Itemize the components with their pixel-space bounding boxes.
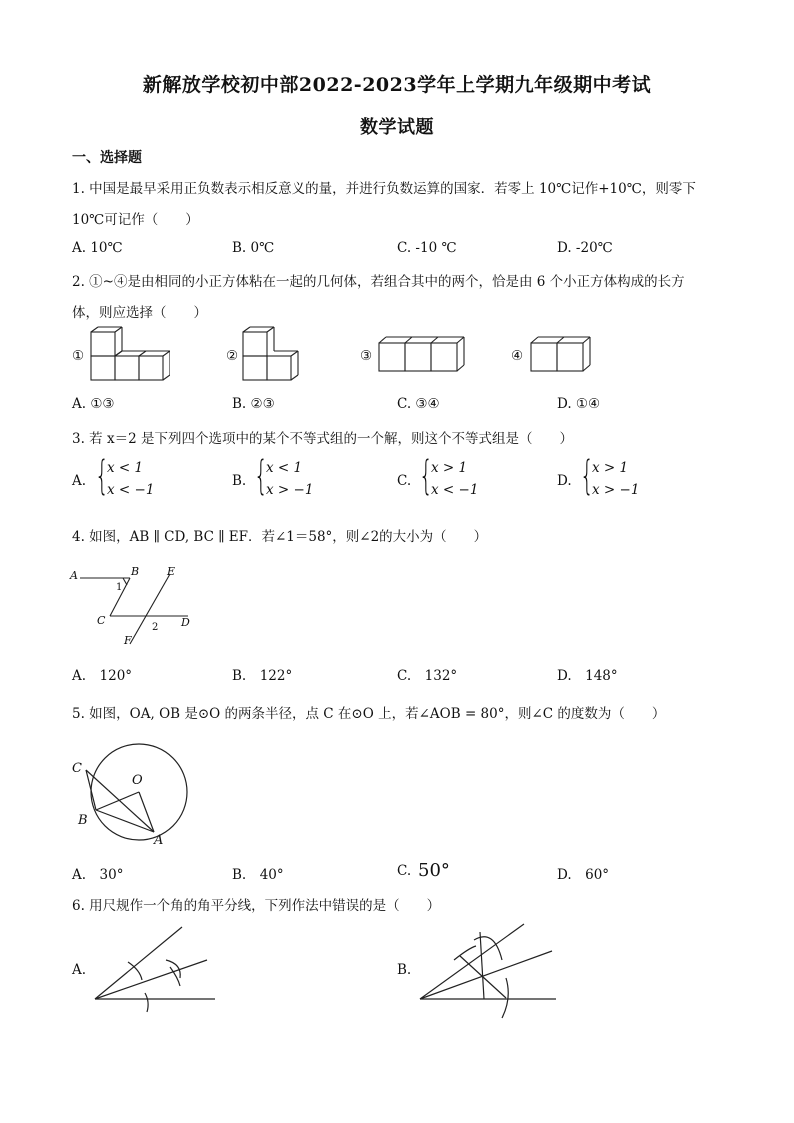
- q5-label-o: O: [132, 773, 143, 788]
- q6-figure-b: [414, 918, 564, 1023]
- q3-text: 3. 若 x＝2 是下列四个选项中的某个不等式组的一个解，则这个不等式组是（ ）: [72, 431, 573, 447]
- q4-label-d: D: [181, 616, 190, 629]
- q4-option-d: D. 148°: [557, 668, 618, 684]
- q5-option-c-value: 50°: [418, 860, 450, 881]
- q4-angle-1: 1: [116, 582, 123, 593]
- q1-option-c: C. -10 ℃: [397, 240, 457, 256]
- brace-icon: {: [419, 453, 433, 499]
- q2-figure-2: [240, 325, 300, 385]
- q1-option-a: A. 10℃: [72, 240, 123, 256]
- q4-label-b: B: [131, 565, 140, 578]
- q2-fig-label-2: ②: [226, 348, 239, 364]
- q1-text-line1: 1. 中国是最早采用正负数表示相反意义的量，并进行负数运算的国家．若零上 10℃记作+10℃，则零下: [72, 181, 696, 197]
- q6-text: 6. 用尺规作一个角的角平分线，下列作法中错误的是（ ）: [72, 898, 441, 914]
- q2-figure-1: [88, 325, 170, 385]
- q1-text-line2: 10℃可记作（ ）: [72, 212, 199, 228]
- q4-option-a: A. 120°: [72, 668, 133, 684]
- q1-option-d: D. -20℃: [557, 240, 613, 256]
- q3-option-a-label: A.: [72, 473, 87, 489]
- q4-label-f: F: [124, 634, 132, 647]
- page-title: 新解放学校初中部2022-2023学年上学期九年级期中考试: [142, 74, 652, 96]
- q4-figure: [68, 562, 198, 650]
- q5-option-d: D. 60°: [557, 867, 610, 883]
- q3-option-d-label: D.: [557, 473, 572, 489]
- section-heading: 一、选择题: [72, 150, 142, 166]
- q5-option-a: A. 30°: [72, 867, 124, 883]
- q2-option-a: A. ①③: [72, 396, 115, 412]
- q2-figure-3: [376, 335, 466, 375]
- q5-option-c-label: C.: [397, 863, 412, 879]
- brace-icon: {: [95, 453, 109, 499]
- brace-icon: {: [580, 453, 594, 499]
- q2-text-line1: 2. ①~④是由相同的小正方体粘在一起的几何体，若组合其中的两个，恰是由 6 个小正方体构成的长方: [72, 274, 685, 290]
- q3-option-c-label: C.: [397, 473, 412, 489]
- q4-label-a: A: [70, 569, 78, 582]
- q1-option-b: B. 0℃: [232, 240, 275, 256]
- q2-fig-label-1: ①: [72, 348, 85, 364]
- q5-label-b: B: [78, 813, 88, 828]
- q2-option-d: D. ①④: [557, 396, 601, 412]
- page-subtitle: 数学试题: [360, 117, 434, 138]
- q6-option-a: A.: [72, 962, 87, 978]
- q4-option-b: B. 122°: [232, 668, 293, 684]
- q4-label-c: C: [97, 614, 106, 627]
- q2-text-line2: 体，则应选择（ ）: [72, 305, 207, 321]
- q2-option-c: C. ③④: [397, 396, 440, 412]
- exam-page: 新解放学校初中部2022-2023学年上学期九年级期中考试 数学试题 一、选择题 1. 中国是最早采用正负数表示相反意义的量，并进行负数运算的国家．若零上 10℃记作+10℃，则零下 10℃可记作（ ） A. 10℃ B. 0℃ C. -10 ℃ D. -20℃ 2. ①~④是由相同的小正方体粘在一起的几何体，若组合其中的两个，恰是由 6 个小正方体构成的长方 体，则应选择（ ） ① ② ③ ④ A. ①③ B. ②③ C. ③④ D. ①④ 3. 若 x＝2 是下列四个选项中的某个不等式组的一个解，则这个不等式组是（ ） A. { x < 1 x < −1 B. { x < 1 x > −1 C. { x > 1 x < −1 D. { x > 1 x > −1 4. 如图，AB ∥ CD, BC ∥ EF．若∠1＝58°，则∠2的大小为（ ） A B E C D F 1 2 A. 120° B. 122° C. 132° D. 148° 5. 如图，OA, OB 是⊙O 的两条半径，点 C 在⊙O 上，若∠AOB = 80°，则∠C 的度数为（ ） C O B A A. 30° B. 40° C. 50° D. 60° 6. 用尺规作一个角的角平分线，下列作法中错误的是（ ） A. B.: [0, 0, 794, 1123]
- q2-figure-4: [528, 335, 592, 375]
- q2-fig-label-3: ③: [360, 348, 373, 364]
- q2-fig-label-4: ④: [511, 348, 524, 364]
- q6-option-b: B.: [397, 962, 412, 978]
- q2-option-b: B. ②③: [232, 396, 275, 412]
- q4-label-e: E: [167, 565, 176, 578]
- q4-text: 4. 如图，AB ∥ CD, BC ∥ EF．若∠1＝58°，则∠2的大小为（ ）: [72, 529, 488, 545]
- q6-figure-a: [90, 922, 220, 1014]
- q5-figure: [66, 740, 191, 848]
- q5-text: 5. 如图，OA, OB 是⊙O 的两条半径，点 C 在⊙O 上，若∠AOB = 80°，则∠C 的度数为（ ）: [72, 706, 666, 722]
- q5-label-c: C: [72, 761, 82, 776]
- q4-option-c: C. 132°: [397, 668, 458, 684]
- q5-option-b: B. 40°: [232, 867, 284, 883]
- q5-label-a: A: [154, 833, 164, 848]
- q4-angle-2: 2: [152, 622, 159, 633]
- brace-icon: {: [254, 453, 268, 499]
- q3-option-b-label: B.: [232, 473, 247, 489]
